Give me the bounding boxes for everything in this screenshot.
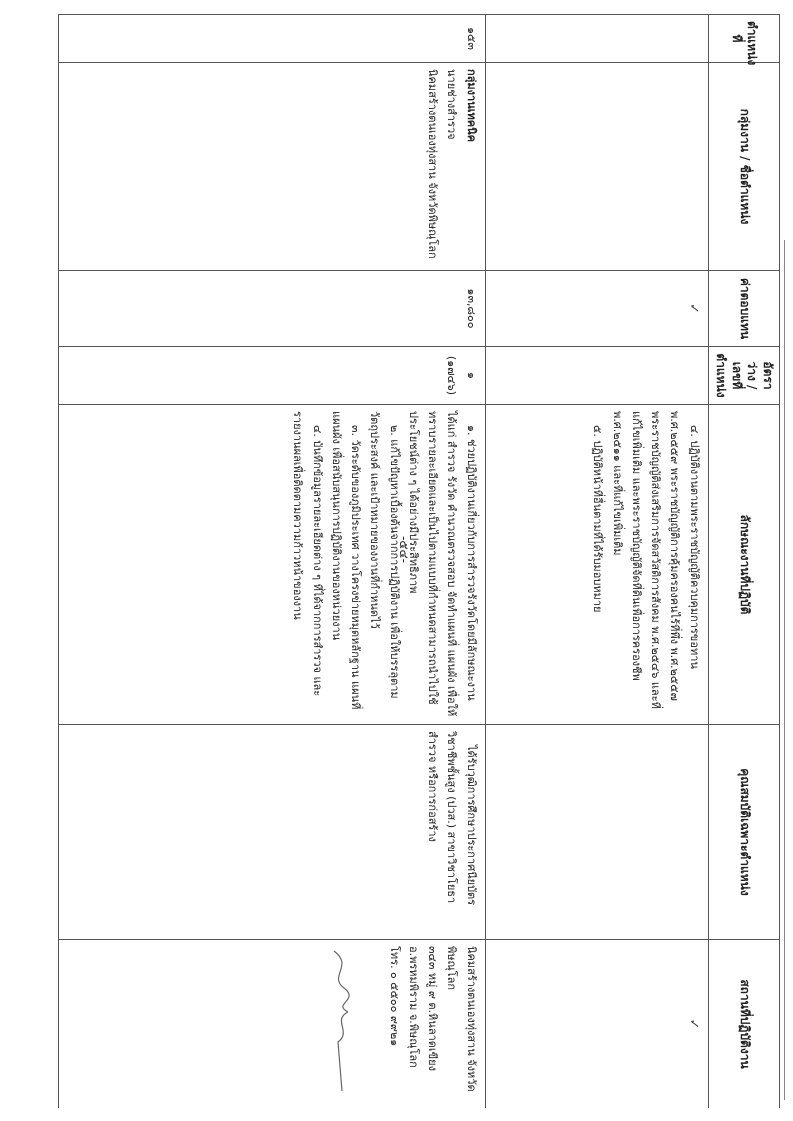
workplace-cell (59, 940, 486, 1109)
header-row (708, 15, 779, 1109)
position-table (58, 14, 780, 1108)
qualifications-cell: ได้รับวุฒิการศึกษาประกาศนียบัตรวิชาชีพชั้นสูง (ปวส.) สาขาวิชาโยธา สำรวจ หรือการก่อสร้าง (59, 725, 486, 940)
duties-cell: ๑. ช่วยปฏิบัติงานเกี่ยวกับการสำรวจรังวัดโดยมีลักษณะงาน ได้แก่ สำรวจ รังวัด คำนวณตรวจสอบ จัดทำแผนที่ แผนผัง เพื่อให้ทราบรายละเอียดและเป็นไปตามแบบที่กำหนดสามารถนำไปใช้ประโยชน์ต่าง ๆ ได้อย่างมีประสิทธิภาพ ๒. แก้ไขปัญหาเบื้องต้นจากการปฏิบัติงาน เพื่อให้บรรลุตามวัตถุประสงค์ และเป้าหมายของงานที่กำหนดไว้ ๓. วัดระดับของภูมิประเทศ วางโครงข่ายหมุดหลักฐาน แผนที่ แผนผัง เพื่อสนับสนุนการปฏิบัติงานของหน่วยงาน ๔. บันทึกข้อมูลรายละเอียดต่าง ๆ ที่ได้จากการสำรวจ และรายงานผลเพื่อติดตามความก้าวหน้าของงาน (59, 405, 486, 725)
check-mark-icon: ✓ (685, 1018, 701, 1030)
position-no-cell: ๑๕๓ (59, 15, 486, 63)
cont-position-no (485, 15, 708, 63)
continuation-row (485, 15, 708, 1109)
rotated-page-frame (58, 14, 780, 1108)
group-position-cell (59, 63, 486, 271)
header-rate-position-no: อัตราว่าง / เลขที่ตำแหน่ง (708, 347, 779, 405)
header-compensation: ค่าตอบแทน (708, 271, 779, 347)
header-workplace: สถานที่ปฏิบัติงาน (708, 940, 779, 1109)
group-name: กลุ่มงานเทคนิค (464, 69, 478, 142)
signature-icon (322, 946, 362, 1096)
compensation-cell: ๑๓,๘๐๐ (59, 271, 486, 347)
page-number: -๕๔- (396, 536, 411, 563)
page-edge-line (784, 240, 785, 1100)
header-position-no: ตำแหน่งที่ (708, 15, 779, 63)
cont-compensation (485, 271, 708, 347)
table-row (59, 15, 486, 1109)
header-qualifications: คุณสมบัติเฉพาะตำแหน่ง (708, 725, 779, 940)
position-title: นายช่างสำรวจ (445, 69, 459, 140)
cont-group (485, 63, 708, 271)
position-code: (๑๗๔๖) (445, 355, 459, 396)
rate-position-cell (59, 347, 486, 405)
workplace-address: นิคมสร้างตนเองทุ่งสาน จังหวัดพิษณุโลก ๓๔๓ หมู่ ๙ ต.หินลาดเขียง อ.พรหมพิราม จ.พิษณุโลก โทร. ๐ ๕๕๐๐ ๙๙๒๑ (387, 946, 478, 1092)
check-mark-icon: ✓ (685, 303, 701, 314)
vacancy-count: ๑ (464, 372, 478, 379)
position-table-rotated (58, 14, 780, 1108)
cont-workplace (485, 940, 708, 1109)
header-duties: ลักษณะงานที่ปฏิบัติ (708, 405, 779, 725)
cont-qualifications (485, 725, 708, 940)
header-group-position: กลุ่มงาน / ชื่อตำแหน่ง (708, 63, 779, 271)
cont-rate (485, 347, 708, 405)
department-name: นิคมสร้างตนเองทุ่งสาน จังหวัดพิษณุโลก (426, 69, 440, 259)
cont-duties: ๔. ปฏิบัติงานตามพระราชบัญญัติควบคุมการขอทาน พ.ศ.๒๕๕๙ พระราชบัญญัติการคุ้มครองคนไร้ที่พึ่ง พ.ศ.๒๕๕๗ พระราชบัญญัติส่งเสริมการจัดสวัสดิการสังคม พ.ศ.๒๕๔๖ และที่แก้ไขเพิ่มเติม และพระราชบัญญัติจัดที่ดินเพื่อการครองชีพ พ.ศ.๒๕๑๑ และที่แก้ไขเพิ่มเติม ๕. ปฏิบัติหน้าที่อื่นตามที่ได้รับมอบหมาย (485, 405, 708, 725)
